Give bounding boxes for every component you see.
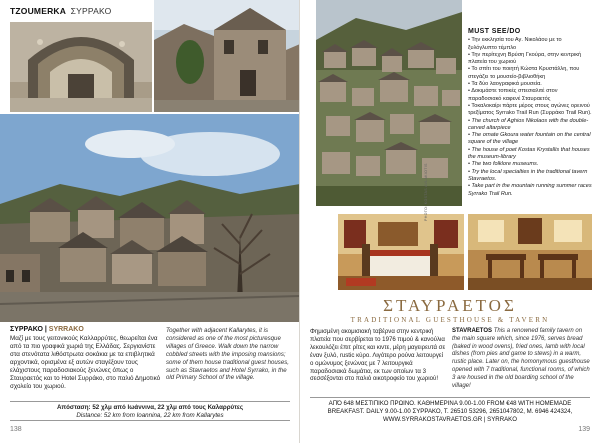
must-see-item: • The ornate Gkoura water fountain on the central square of the village bbox=[468, 132, 591, 146]
must-see-item: • The house of poet Kostas Krystallis that houses the museum-library bbox=[468, 146, 590, 161]
photo-village-panorama bbox=[0, 114, 300, 322]
caption-title-english: SYRRAKO bbox=[48, 326, 84, 333]
caption-separator: | bbox=[42, 326, 49, 333]
photo-stone-arch bbox=[10, 22, 152, 112]
must-see-item: • The two folklore museums. bbox=[468, 161, 539, 168]
english-description: Together with adjacent Kallarytes, it is considered as one of the most picturesque villages of Greece. Walk down the narrow cobbled streets with the imposing mansions; some of them house traditional guest houses, such as Stavraetos and Hotel Syrrako, in the old Primary School of the village. bbox=[166, 327, 289, 382]
guesthouse-info-line: WWW.SYRRAKOSTAVRAETOS.GR | SYRRAKO bbox=[383, 415, 517, 423]
must-see-item: • Try the local specialties in the traditional tavern Stavraetos. bbox=[468, 168, 588, 182]
must-see-item: • Δοκιμάστε τοπικές σπεσιαλιτέ στον παραδοσιακό καφενέ Σταυραετός bbox=[468, 88, 558, 102]
photo-guesthouse-room bbox=[338, 214, 464, 290]
must-see-item: • Τα δύο λαογραφικά μουσεία. bbox=[468, 81, 542, 88]
must-see-item: • Τοκαλοκαίρι πάρτε μέρος στους αγώνες ορεινού τρεξίματος Syrrako Trail Run (Συρράκο Trail Run). bbox=[468, 102, 592, 117]
page-number-left: 138 bbox=[10, 426, 22, 433]
divider-top bbox=[10, 401, 290, 402]
guesthouse-greek-text: Φημισμένη ακομισιακή ταβέρνα στην κεντρική πλατεία που σερβίρεται το 1976 πιμού & κανούλια λεκουλόζει έπιτ ρίτες και κιντε, μέρη μαγειρευτά σε έναν ξυλό, rustic κύρο. Λιγότερο ρούνα λειτουργεί ο ομώνυμος ξενώνας με 7 λειτουργικά παραδοσιακά δωμάτια, εκ των οποίων τα 3 σεσσέξονται στο παλιό οικοτροφείο του χωριού! bbox=[310, 328, 446, 383]
must-see-item: • Take part in the mountain running summer races Syrrako Trail Run. bbox=[468, 183, 592, 197]
guesthouse-info-line: BREAKFAST. DAILY 9.00-1.00 ΣΥΡΡΑΚΟ, Τ. 26510 53296, 2651047802, Μ. 6946 424324, bbox=[327, 407, 573, 415]
page-number-right: 139 bbox=[578, 426, 590, 433]
divider-bottom bbox=[10, 420, 290, 421]
photo-village-houses bbox=[154, 0, 300, 112]
section-subtitle: ΣΥΡΡΑΚΟ bbox=[70, 6, 112, 16]
distance-info bbox=[10, 404, 290, 420]
guesthouse-info bbox=[310, 400, 590, 424]
must-see-item: • Την περίτεχνη Βρύση Γκούρα, στην κεντρική πλατεία του χωριού bbox=[468, 51, 582, 66]
caption-title bbox=[10, 326, 84, 333]
must-see-box bbox=[468, 28, 592, 198]
must-see-item: • The church of Aghios Nikolaos with the double-carved altarpiece bbox=[468, 117, 589, 131]
guesthouse-subtitle: TRADITIONAL GUESTHOUSE & TAVERN bbox=[350, 316, 550, 324]
guesthouse-english-lead: STAVRAETOS bbox=[452, 328, 493, 334]
photo-hillside-village bbox=[316, 0, 462, 206]
right-page bbox=[300, 0, 600, 443]
photo-credit: PHOTO: KOSTAS AVLAKIOTIS bbox=[424, 163, 428, 221]
info-divider-top bbox=[310, 397, 590, 398]
caption-title-greek: ΣΥΡΡΑΚΟ bbox=[10, 326, 43, 333]
must-see-title: MUST SEE/DO bbox=[468, 28, 521, 35]
distance-english: Distance: 52 km from Ioannina, 22 km from Kallarytes bbox=[76, 412, 224, 419]
must-see-item: • Την εκκλησία του Αγ. Νικολάου με το ξυλόγλυπτο τέμπλο bbox=[468, 37, 562, 51]
section-header bbox=[10, 6, 111, 16]
section-title: TZOUMERKA bbox=[10, 6, 67, 16]
guesthouse-title: ΣΤΑΥΡΑΕΤΟΣ bbox=[383, 296, 517, 315]
guesthouse-info-line: ΑΠΌ 648 ΜΕΣΤΙΠΙΚΟ ΠΡΩΙΝΟ. ΚΑΘΗΜΕΡΙΝΑ 9.00-1.00 FROM €48 WITH HOMEMADE bbox=[328, 400, 572, 407]
greek-description: Μαζί με τους γειτονικούς Καλλαρρύτες, θεωρείται ένα από τα πιο γραφικά χωριά της Ελλάδας. Σεργιανίστε στα στενότατα λιθόστρωτα σοκάκια με τα επιβλητικά αρχοντικά, ορισμένα εξ αυτών σταγέξουν τους ελάχιστους παραδοσιακούς ξενώνες όπως ο Σταυραετός και το Hotel Συρράκο, στο παλιό Δημοτικό σχολείο του χωριού. bbox=[10, 335, 161, 390]
guesthouse-english bbox=[452, 328, 592, 390]
must-see-item: • Το σπίτι του ποιητή Κώστα Κρυστάλλη, που στεγάζει το μουσείο-βιβλιοθήκη bbox=[468, 66, 580, 80]
distance-greek: Απόσταση: 52 χλμ από Ιωάννινα, 22 χλμ από τους Καλαρρύτες bbox=[56, 404, 244, 411]
guesthouse-english-text: This a renowned family tavern on the main square which, since 1976, serves bread (baked in wood ovens), fried ones, lamb with local dishes (from pies and game to stews) in a warm, rustic place. Later on, the homonymous guesthouse opened with 7 traditional, functional rooms, of which 3 are housed in the old boarding school of the village! bbox=[452, 328, 590, 389]
photo-guesthouse-tavern bbox=[468, 214, 592, 290]
